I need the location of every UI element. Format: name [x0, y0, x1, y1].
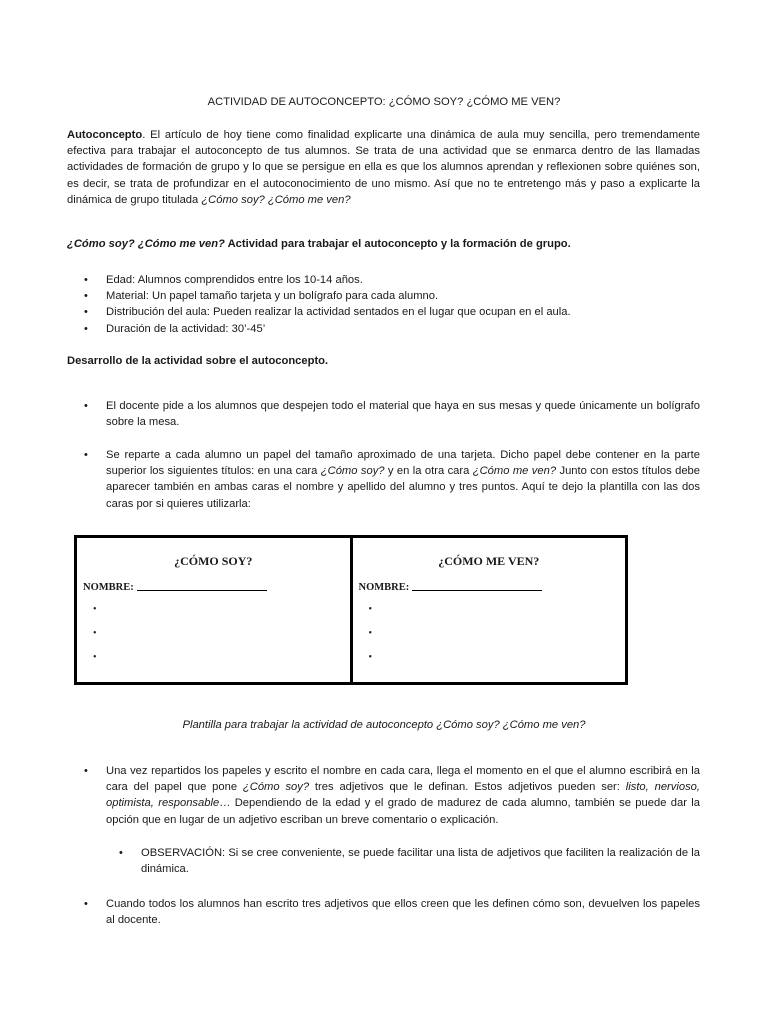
template-name-line: NOMBRE: [83, 582, 267, 593]
bullet-icon: • [368, 604, 373, 615]
bullet-icon: • [93, 652, 97, 663]
step-1-text: El docente pide a los alumnos que despejen todo el material que haya en sus mesas y quede únicamente un bolígrafo sobre la mesa. [106, 400, 700, 429]
list-item: • Una vez repartidos los papeles y escrito el nombre en cada cara, llega el momento en el que el alumno escribirá en la cara del papel que pone ¿Cómo soy? tres adjetivos que le definan. Estos adjetivos pueden ser: listo, nervioso, optimista, responsable… Dependiendo de la edad y el grado de madurez de cada alumno, también se puede dar la opción que en lugar de un adjetivo escriban un breve comentario o explicación. [84, 765, 701, 826]
details-list [84, 272, 700, 337]
bullet-icon: • [84, 274, 88, 286]
intro-term: Autoconcepto [67, 129, 143, 141]
bullet-icon: • [119, 847, 123, 859]
list-item: • Se reparte a cada alumno un papel del tamaño aproximado de una tarjeta. Dicho papel debe contener en la parte superior los siguientes títulos: en una cara ¿Cómo soy? y en la otra cara ¿Cómo me ven? Junto con estos títulos debe aparecer también en ambas caras el nombre y apellido del alumno y tres puntos. Aquí te dejo la plantilla con las dos caras por si quieres utilizarla: [84, 449, 700, 510]
bullet-icon: • [93, 604, 97, 615]
template-title: ¿CÓMO SOY? [174, 554, 253, 568]
steps-list-2 [84, 447, 700, 512]
bullet-icon: • [84, 898, 88, 910]
template-title: ¿CÓMO ME VEN? [438, 554, 540, 568]
bullet-icon: • [368, 628, 373, 639]
section-subheading [67, 236, 700, 252]
subheading-bold: Actividad para trabajar el autoconcepto y la formación de grupo. [224, 238, 571, 250]
template-face-como-me-ven [350, 538, 626, 682]
list-item: • Duración de la actividad: 30’-45’ [84, 321, 700, 337]
bullet-icon: • [368, 652, 373, 663]
list-item: • Material: Un papel tamaño tarjeta y un bolígrafo para cada alumno. [84, 288, 700, 304]
observation-list [119, 845, 700, 877]
intro-italic-title: ¿Cómo soy? ¿Cómo me ven? [201, 193, 351, 206]
steps-list-4 [84, 896, 700, 928]
steps-list-1 [84, 398, 700, 430]
template-caption: Plantilla para trabajar la actividad de autoconcepto ¿Cómo soy? ¿Cómo me ven? [182, 719, 586, 731]
bullet-icon: • [84, 400, 88, 412]
bullet-icon: • [84, 322, 88, 335]
list-item [84, 398, 700, 430]
bullet-icon: • [84, 306, 88, 319]
list-item [119, 845, 700, 877]
intro-paragraph [67, 127, 700, 208]
bullet-icon: • [84, 290, 88, 303]
bullet-icon: • [93, 628, 97, 639]
page-title: ACTIVIDAD DE AUTOCONCEPTO: ¿CÓMO SOY? ¿CÓMO ME VEN? [207, 96, 561, 108]
subheading-italic: ¿Cómo soy? ¿Cómo me ven? [67, 238, 225, 250]
template-name-line: NOMBRE: [359, 582, 543, 593]
steps-list-3 [84, 763, 700, 828]
development-heading: Desarrollo de la actividad sobre el autoconcepto. [67, 355, 329, 367]
step-4-text: Cuando todos los alumnos han escrito tres adjetivos que ellos creen que les definen cómo son, devuelven los papeles al docente. [106, 898, 700, 927]
list-item: • Distribución del aula: Pueden realizar la actividad sentados en el lugar que ocupan en el aula. [84, 304, 700, 320]
bullet-icon: • [84, 449, 88, 461]
intro-text: . El artículo de hoy tiene como finalidad explicarte una dinámica de aula muy sencilla, pero tremendamente efectiva para trabajar el autoconcepto de tus alumnos. Se trata de una actividad que se enmarca dentro de las llamadas actividades de formación de grupo y lo que se persigue en ella es que los alumnos aprendan y reflexionen sobre quiénes son, es decir, se trata de profundizar en el autoconocimiento de uno mismo. Así que no te entretengo más y paso a explicarte la dinámica de grupo titulada [67, 129, 700, 206]
template-face-como-soy [77, 538, 350, 682]
bullet-icon: • [84, 765, 88, 777]
list-item: • Edad: Alumnos comprendidos entre los 10-14 años. [84, 272, 700, 288]
list-item [84, 896, 700, 928]
activity-template-card [74, 535, 628, 685]
observation-text: OBSERVACIÓN: Si se cree conveniente, se puede facilitar una lista de adjetivos que faciliten la realización de la dinámica. [141, 847, 700, 876]
